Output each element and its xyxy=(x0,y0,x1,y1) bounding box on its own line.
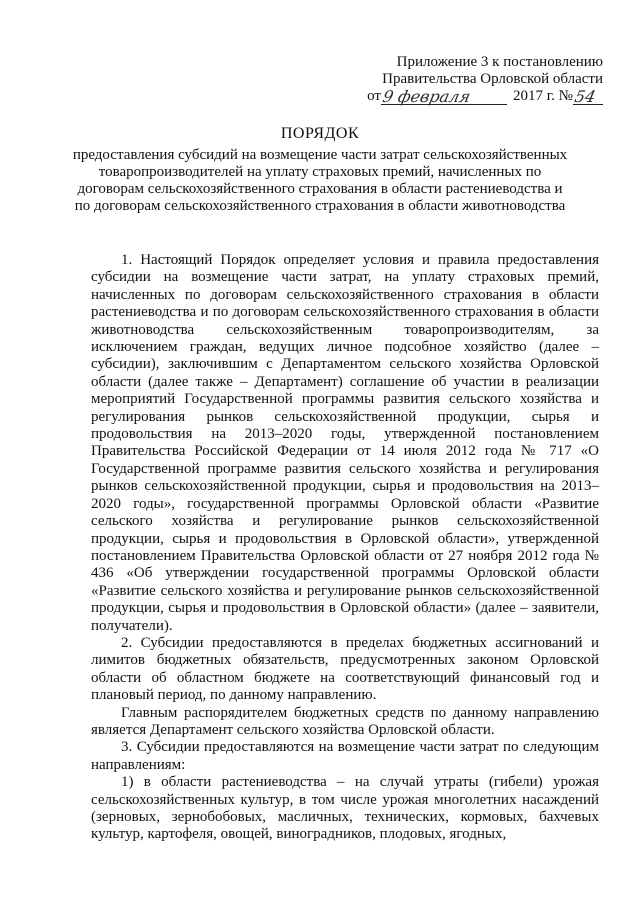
number-fill-field xyxy=(573,89,603,105)
document-title: ПОРЯДОК xyxy=(280,125,360,142)
handwritten-number: 54 xyxy=(572,87,598,106)
paragraph-2: 2. Субсидии предоставляются в пределах бюджетных ассигнований и лимитов бюджетных обязательств, предусмотренных законом Орловской области об областном бюджете на соответствующий финансовый год и плановый период, по данному направлению. xyxy=(91,634,599,704)
paragraph-5: 1) в области растениеводства – на случай утраты (гибели) урожая сельскохозяйственных культур, в том числе урожая многолетних насаждений (зерновых, зернобобовых, масличных, технических, кормовых, бахчевых культур, картофеля, овощей, виноградников, плодовых, ягодных, xyxy=(91,774,599,843)
annex-line-2: Правительства Орловской области xyxy=(382,71,603,87)
paragraph-3: Главным распорядителем бюджетных средств по данному направлению является Департамент сельского хозяйства Орловской области. xyxy=(91,704,599,738)
document-body xyxy=(91,252,599,844)
annex-date-prefix: от xyxy=(367,88,381,104)
handwritten-date: 9 февраля xyxy=(380,87,473,106)
annex-year: 2017 г. № xyxy=(512,88,573,104)
annex-line-1: Приложение 3 к постановлению xyxy=(396,54,603,70)
paragraph-1: 1. Настоящий Порядок определяет условия и правила предоставления субсидии на возмещение части затрат, на уплату страховых премий, начисленных по договорам сельскохозяйственного страхования в области растениеводства и по договорам сельскохозяйственного страхования в области животноводства сельскохозяйственным товаропроизводителям, за исключением граждан, ведущих личное подсобное хозяйство (далее – субсидии), заключившим с Департаментом сельского хозяйства Орловской области (далее также – Департамент) соглашение об участии в реализации мероприятий Государственной программы развития сельского хозяйства и регулирования рынков сельскохозяйственной продукции, сырья и продовольствия на 2013–2020 годы, утвержденной постановлением Правительства Российской Федерации от 14 июля 2012 года № 717 «О Государственной программе развития сельского хозяйства и регулирования рынков сельскохозяйственной продукции, сырья и продовольствия на 2013–2020 годы», государственной программы Орловской области «Развитие сельского хозяйства и регулирование рынков сельскохозяйственной продукции, сырья и продовольствия в Орловской области», утвержденной постановлением Правительства Орловской области от 27 ноября 2012 года № 436 «Об утверждении государственной программы Орловской области «Развитие сельского хозяйства и регулирование рынков сельскохозяйственной продукции, сырья и продовольствия в Орловской области» (далее – заявители, получатели). xyxy=(91,252,599,634)
annex-date-line xyxy=(345,88,603,105)
annex-header xyxy=(345,54,603,105)
paragraph-4: 3. Субсидии предоставляются на возмещение части затрат по следующим направлениям: xyxy=(91,739,599,773)
document-subtitle: предоставления субсидий на возмещение части затрат сельскохозяйственных товаропроизводителей на уплату страховых премий, начисленных по договорам сельскохозяйственного страхования в области растениеводства и по договорам сельскохозяйственного страхования в области животноводства xyxy=(72,147,568,214)
date-fill-field xyxy=(381,89,507,105)
